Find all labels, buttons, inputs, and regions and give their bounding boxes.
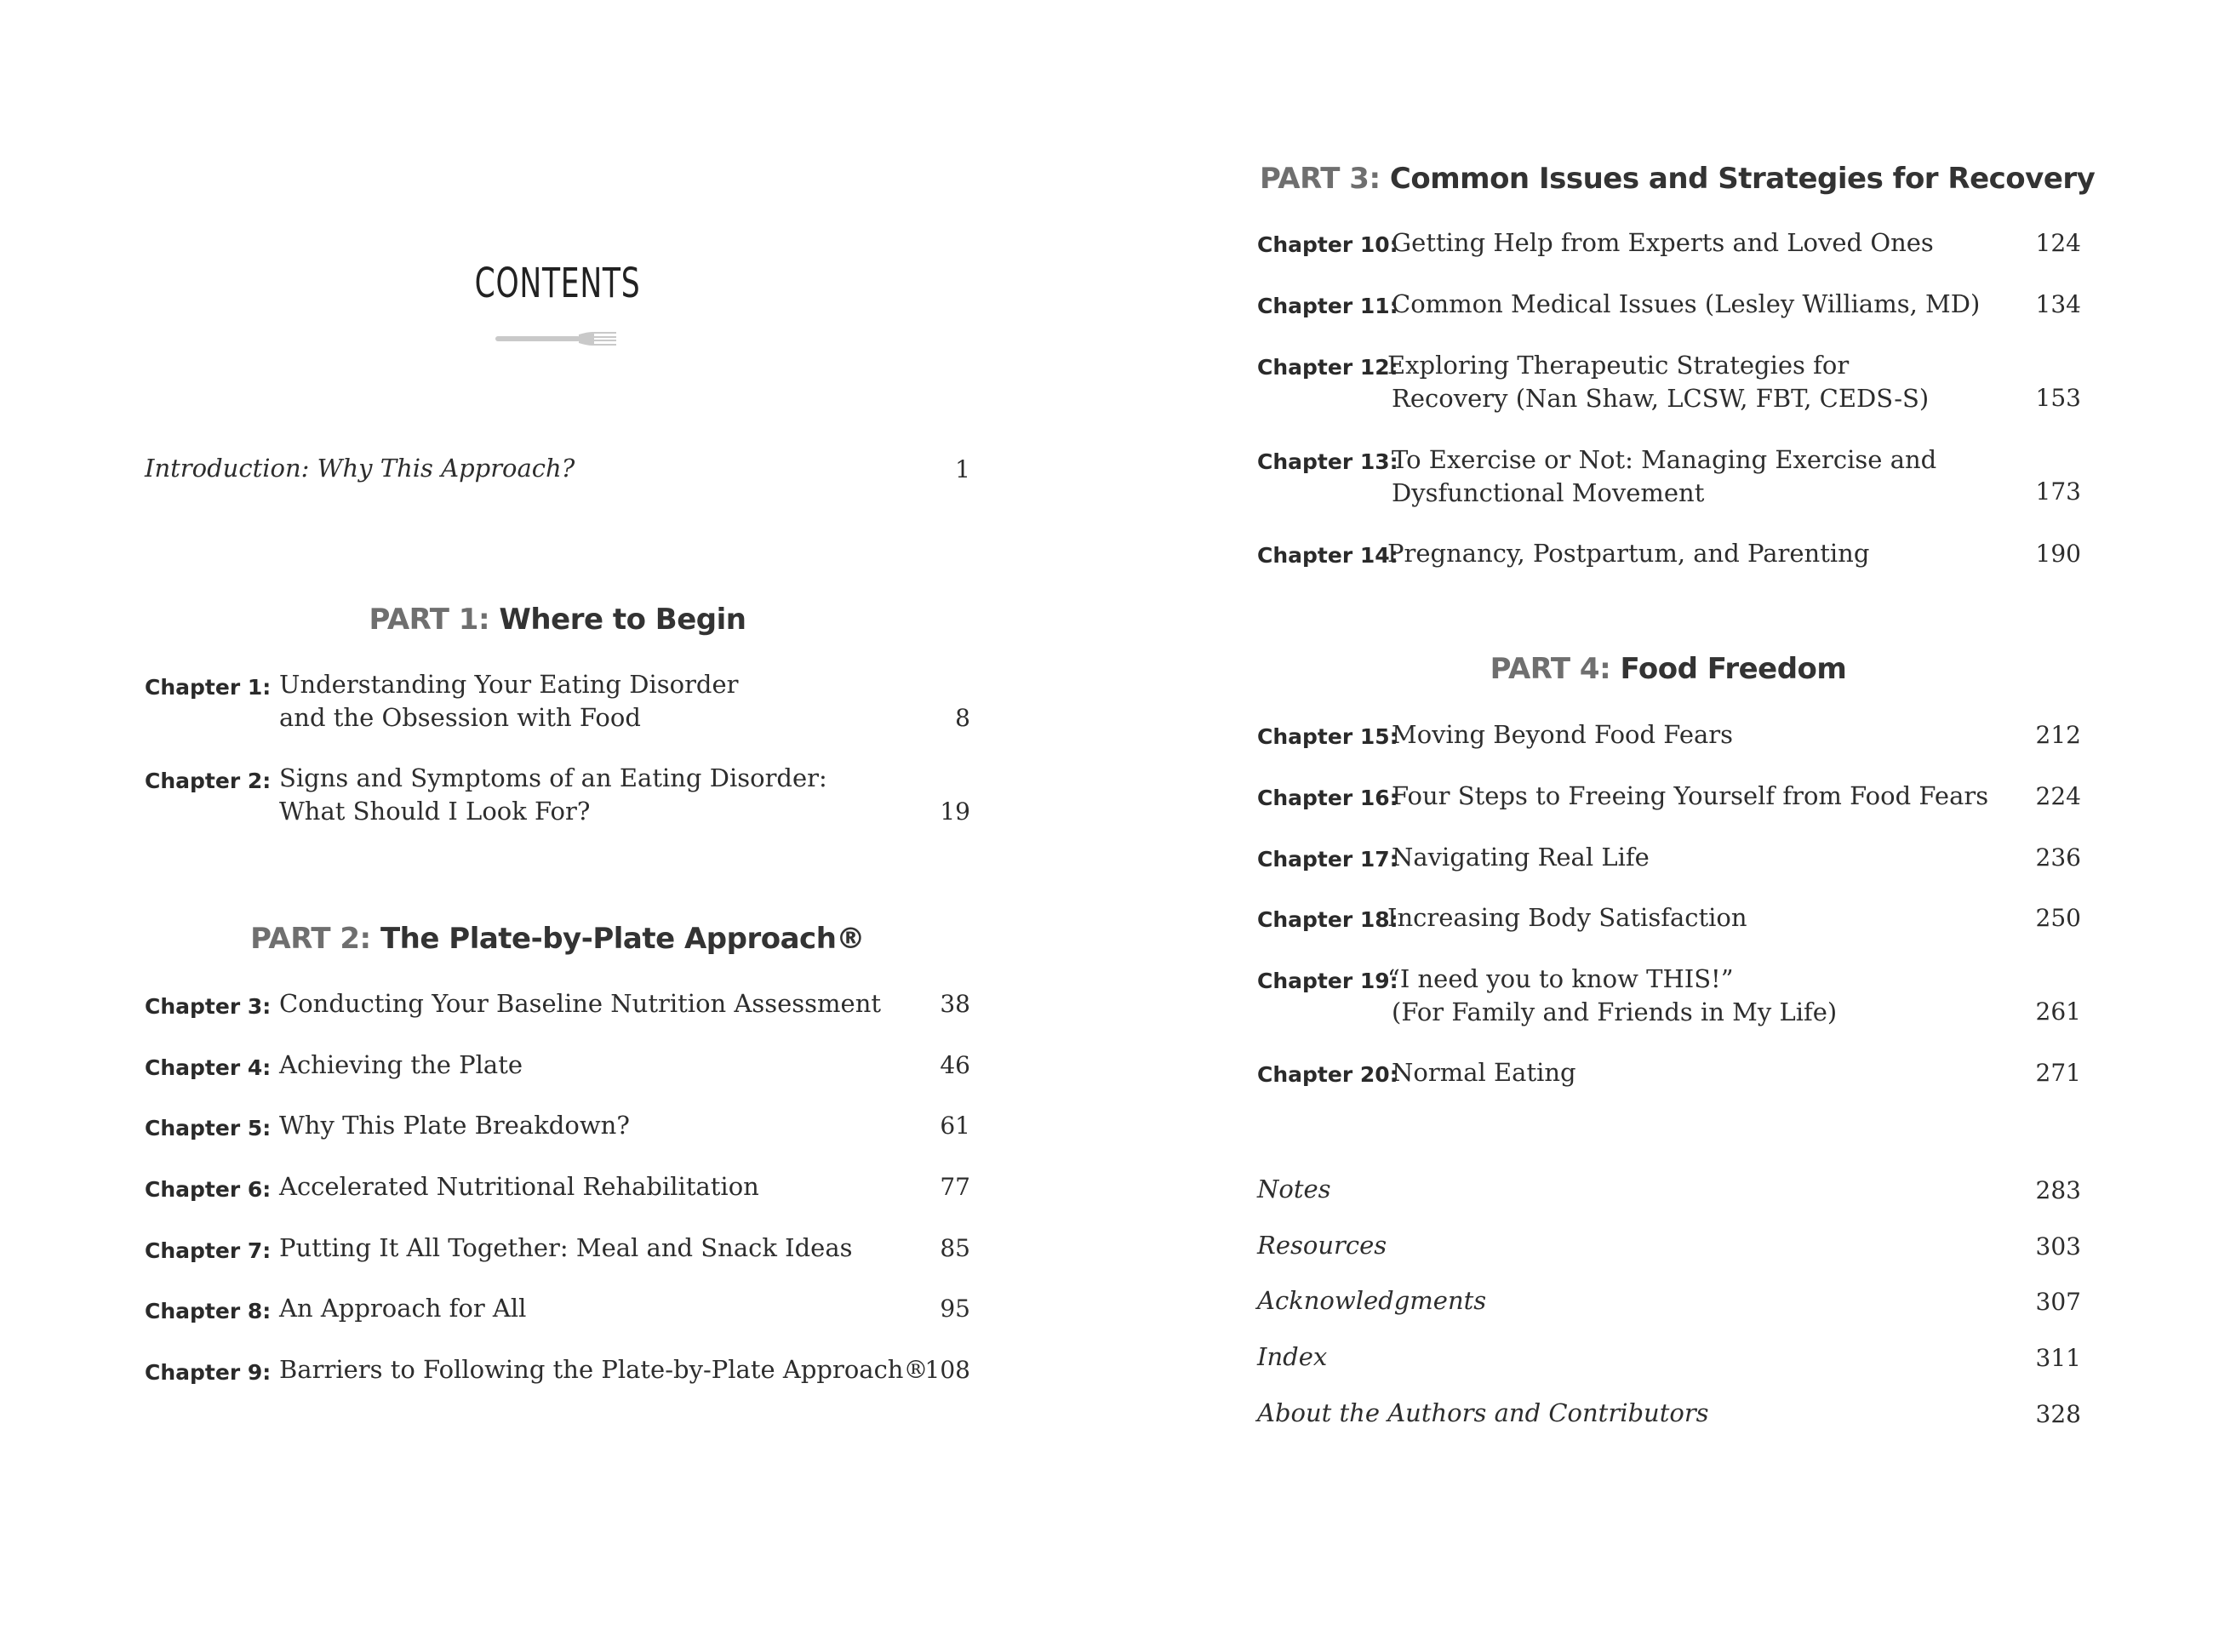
chapter-18-title[interactable]: Increasing Body Satisfaction: [1387, 903, 1747, 932]
page-title: CONTENTS: [474, 260, 641, 307]
chapter-17-page: 236: [2035, 843, 2081, 872]
chapter-2-title[interactable]: Signs and Symptoms of an Eating Disorder: What Should I Look For?: [279, 763, 827, 826]
part-4-heading: PART 4: Food Freedom: [1490, 652, 1847, 686]
chapter-9-label: Chapter 9:: [145, 1360, 272, 1385]
chapter-11-title[interactable]: Common Medical Issues (Lesley Williams, MD): [1392, 289, 1981, 318]
chapter-12-page: 153: [2035, 384, 2081, 412]
chapter-6-title[interactable]: Accelerated Nutritional Rehabilitation: [279, 1172, 759, 1201]
chapter-12-title[interactable]: Exploring Therapeutic Strategies for Recovery (Nan Shaw, LCSW, FBT, CEDS-S): [1387, 351, 1930, 413]
chapter-1-title[interactable]: Understanding Your Eating Disorder and the Obsession with Food: [279, 670, 739, 732]
chapter-14-page: 190: [2035, 540, 2081, 568]
chapter-7-title[interactable]: Putting It All Together: Meal and Snack Ideas: [279, 1233, 853, 1262]
chapter-16-page: 224: [2035, 782, 2081, 810]
chapter-6-page: 77: [940, 1173, 970, 1201]
chapter-19-label: Chapter 19:: [1257, 969, 1398, 993]
chapter-3-page: 38: [940, 990, 970, 1018]
fork-icon: [495, 329, 618, 349]
chapter-14-title[interactable]: Pregnancy, Postpartum, and Parenting: [1387, 539, 1870, 568]
chapter-10-title[interactable]: Getting Help from Experts and Loved Ones: [1392, 228, 1934, 257]
back-matter-resources[interactable]: Resources: [1257, 1231, 1387, 1260]
back-matter-index[interactable]: Index: [1257, 1342, 1328, 1371]
chapter-15-title[interactable]: Moving Beyond Food Fears: [1392, 720, 1734, 749]
chapter-11-label: Chapter 11:: [1257, 294, 1398, 318]
chapter-4-title[interactable]: Achieving the Plate: [279, 1050, 523, 1079]
chapter-8-title[interactable]: An Approach for All: [279, 1294, 527, 1323]
back-matter-resources-page: 303: [2035, 1232, 2081, 1260]
back-matter-acknowledgments[interactable]: Acknowledgments: [1257, 1286, 1487, 1315]
back-matter-notes-page: 283: [2035, 1176, 2081, 1204]
chapter-5-label: Chapter 5:: [145, 1116, 272, 1140]
part-2-heading: PART 2: The Plate-by-Plate Approach®: [250, 922, 865, 956]
chapter-7-label: Chapter 7:: [145, 1238, 272, 1263]
chapter-3-title[interactable]: Conducting Your Baseline Nutrition Assessment: [279, 989, 882, 1018]
chapter-8-label: Chapter 8:: [145, 1299, 272, 1323]
chapter-15-page: 212: [2035, 721, 2081, 749]
intro-page-number: 1: [955, 455, 970, 483]
chapter-2-label: Chapter 2:: [145, 769, 272, 793]
chapter-20-title[interactable]: Normal Eating: [1392, 1058, 1576, 1087]
chapter-15-label: Chapter 15:: [1257, 724, 1398, 749]
chapter-19-page: 261: [2035, 997, 2081, 1026]
chapter-20-label: Chapter 20:: [1257, 1062, 1398, 1087]
chapter-16-label: Chapter 16:: [1257, 786, 1398, 810]
chapter-8-page: 95: [940, 1295, 970, 1323]
chapter-7-page: 85: [940, 1234, 970, 1262]
chapter-2-page: 19: [940, 797, 970, 826]
chapter-17-label: Chapter 17:: [1257, 847, 1398, 872]
chapter-6-label: Chapter 6:: [145, 1177, 272, 1202]
toc-introduction[interactable]: [145, 454, 575, 483]
back-matter-index-page: 311: [2035, 1344, 2081, 1372]
chapter-10-label: Chapter 10:: [1257, 232, 1398, 257]
back-matter-notes[interactable]: Notes: [1257, 1175, 1331, 1203]
chapter-3-label: Chapter 3:: [145, 994, 272, 1019]
intro-title: Introduction: Why This Approach?: [145, 454, 575, 483]
chapter-18-page: 250: [2035, 904, 2081, 932]
chapter-4-label: Chapter 4:: [145, 1055, 272, 1080]
chapter-14-label: Chapter 14:: [1257, 543, 1398, 568]
back-matter-about-page: 328: [2035, 1400, 2081, 1428]
chapter-18-label: Chapter 18:: [1257, 907, 1398, 932]
chapter-12-label: Chapter 12:: [1257, 355, 1398, 380]
chapter-10-page: 124: [2035, 229, 2081, 257]
back-matter-acknowledgments-page: 307: [2035, 1288, 2081, 1316]
chapter-13-page: 173: [2035, 477, 2081, 506]
chapter-1-page: 8: [955, 704, 970, 732]
chapter-20-page: 271: [2035, 1059, 2081, 1087]
part-1-heading: PART 1: Where to Begin: [369, 603, 746, 637]
chapter-13-title[interactable]: To Exercise or Not: Managing Exercise and Dysfunctional Movement: [1392, 445, 1937, 507]
chapter-19-title[interactable]: “I need you to know THIS!” (For Family and Friends in My Life): [1387, 964, 1838, 1026]
part-3-heading: PART 3: Common Issues and Strategies for Recovery: [1260, 162, 2096, 196]
chapter-1-label: Chapter 1:: [145, 675, 272, 700]
chapter-9-title[interactable]: Barriers to Following the Plate-by-Plate Approach®: [279, 1355, 929, 1384]
chapter-9-page: 108: [924, 1356, 970, 1384]
back-matter-about[interactable]: About the Authors and Contributors: [1257, 1398, 1709, 1427]
chapter-17-title[interactable]: Navigating Real Life: [1392, 843, 1650, 872]
chapter-5-page: 61: [940, 1112, 970, 1140]
chapter-11-page: 134: [2035, 290, 2081, 318]
chapter-16-title[interactable]: Four Steps to Freeing Yourself from Food Fears: [1392, 781, 1989, 810]
chapter-4-page: 46: [940, 1051, 970, 1079]
chapter-13-label: Chapter 13:: [1257, 449, 1398, 474]
chapter-5-title[interactable]: Why This Plate Breakdown?: [279, 1111, 630, 1140]
